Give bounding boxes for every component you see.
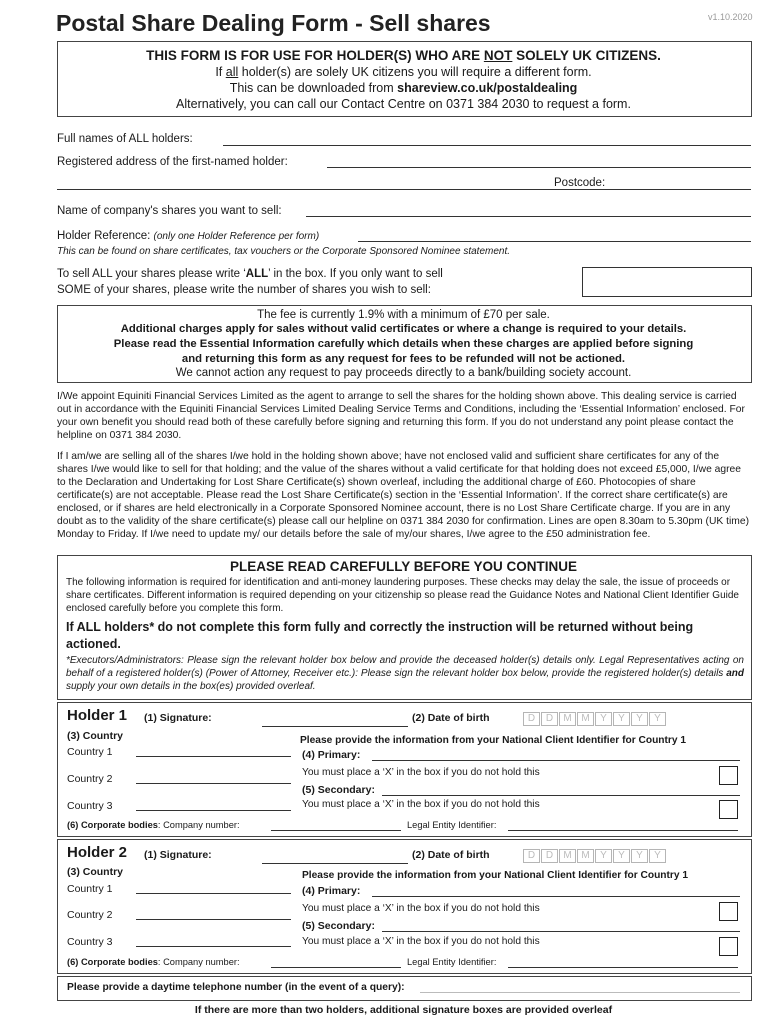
footer-note: If there are more than two holders, additional signature boxes are provided overleaf	[194, 1004, 613, 1016]
notice-heading: THIS FORM IS FOR USE FOR HOLDER(S) WHO ARE NOT SOLELY UK CITIZENS.	[146, 48, 661, 63]
sell-instruction-2: SOME of your shares, please write the number of shares you wish to sell:	[57, 284, 431, 296]
holder-2-primary-label: (4) Primary:	[302, 885, 361, 897]
fee-line-4: and returning this form as any request for fees to be refunded will not be actioned.	[181, 353, 626, 365]
holder-2-primary-field[interactable]	[372, 896, 740, 897]
holder-2-secondary-note: You must place a ‘X’ in the box if you do not hold this	[302, 936, 540, 947]
holder-2-dob-input[interactable]: D D M M Y Y Y Y	[523, 845, 667, 863]
holder-2-country3-label: Country 3	[67, 936, 113, 948]
holder-2-secondary-checkbox[interactable]	[719, 937, 738, 956]
continue-warning: If ALL holders* do not complete this form fully and correctly the instruction will be returned without being actioned.	[66, 620, 694, 651]
continue-heading: PLEASE READ CAREFULLY BEFORE YOU CONTINUE	[229, 559, 578, 574]
holder-1-dob-label: (2) Date of birth	[412, 712, 490, 724]
holder-1-primary-field[interactable]	[372, 760, 740, 761]
version-label: v1.10.2020	[708, 12, 753, 22]
holder-2-primary-note: You must place a ‘X’ in the box if you do not hold this	[302, 903, 540, 914]
holder-2-country1-field[interactable]	[136, 893, 291, 894]
holder-2-dob-label: (2) Date of birth	[412, 849, 490, 861]
holder-2-signature-field[interactable]	[262, 863, 408, 864]
holder-1-primary-note: You must place a ‘X’ in the box if you do not hold this	[302, 767, 540, 778]
holder-2-title: Holder 2	[67, 844, 128, 861]
holder-1-country1-label: Country 1	[67, 746, 113, 758]
holder-1-corporate-label: (6) Corporate bodies: Company number:	[67, 820, 240, 830]
holder-1-country-label: (3) Country	[67, 730, 123, 742]
sell-instruction-1: To sell ALL your shares please write ‘ALL’ in the box. If you only want to sell	[57, 268, 443, 280]
agent-appointment-paragraph: I/We appoint Equiniti Financial Services Limited as the agent to arrange to sell the shares for the holding shown above. This dealing service is carried out in accordance with the Equiniti Financial Services Limited Dealing Service Terms and Conditions, including the ‘Essential Information’ enclosed. For your own benefit you should read both of these carefully before signing and returning this form. If you do not understand any point please contact the helpline on 0371 384 2030.	[57, 391, 745, 441]
notice-line-3: Alternatively, you can call our Contact Centre on 0371 384 2030 to request a form.	[176, 97, 631, 111]
shares-to-sell-input[interactable]	[582, 267, 752, 297]
holder-1-dob-input[interactable]: D D M M Y Y Y Y	[523, 708, 667, 726]
holder-1-country1-field[interactable]	[136, 756, 291, 757]
lost-certificate-paragraph: If I am/we are selling all of the shares I/we hold in the holding shown above; have not enclosed valid and sufficient share certificates for any of the shares I/we would like to sell for that holding; and the value of the shares without a valid certificate for that holding does not exceed £5,000, I/we agree to the Declaration and Undertaking for Lost Share Certificate(s) shown overleaf, including the additional charge of £60. Photocopies of share certificate(s) are not acceptable. Please read the Lost Share Certificate(s) section in the ‘Essential Information’. If the correct share certificate(s) are enclosed, or if shares are held electronically in a Corporate Sponsored Nominee account, there is no Lost Share Certificate charge. If you are in any doubt as to the validity of the share certificate(s) please call our helpline on 0371 384 2030 for confirmation. Lines are open 8.30am to 5.30pm (UK time) Monday to Friday. If I/we need to update my/ our details before the sale of my/our shares, I/we agree to the £50 administration fee.	[57, 451, 750, 540]
holder-1-lei-label: Legal Entity Identifier:	[407, 820, 497, 830]
holder-1-secondary-field[interactable]	[382, 795, 740, 796]
notice-line-1: If all holder(s) are solely UK citizens you will require a different form.	[215, 65, 592, 79]
holder-reference-field[interactable]	[358, 241, 751, 242]
holder-2-company-number-field[interactable]	[271, 967, 401, 968]
address-line-2-field[interactable]	[57, 189, 751, 190]
holder-1-country3-label: Country 3	[67, 800, 113, 812]
holder-2-country2-field[interactable]	[136, 919, 291, 920]
full-names-field[interactable]	[223, 145, 751, 146]
holder-1-secondary-note: You must place a ‘X’ in the box if you do not hold this	[302, 799, 540, 810]
company-shares-label: Name of company's shares you want to sell:	[57, 205, 282, 217]
holder-1-primary-label: (4) Primary:	[302, 749, 361, 761]
executors-note: *Executors/Administrators: Please sign the relevant holder box below and provide the deceased holder(s) details only. Legal Representatives acting on behalf of a registered holder(s) (Power of Attorney, Receiver etc.): Please sign the relevant holder box below, provide the registered holder(s) details and supply your own details in the box(es) provided overleaf.	[66, 655, 744, 692]
fee-line-5: We cannot action any request to pay proceeds directly to a bank/building society account.	[175, 367, 632, 379]
holder-1-nci-instruction: Please provide the information from your National Client Identifier for Country 1	[300, 735, 687, 746]
fee-line-2: Additional charges apply for sales without valid certificates or where a change is required to your details.	[120, 323, 687, 335]
holder-2-corporate-label: (6) Corporate bodies: Company number:	[67, 957, 240, 967]
holder-2-country-label: (3) Country	[67, 866, 123, 878]
holder-1-secondary-label: (5) Secondary:	[302, 784, 375, 796]
phone-label: Please provide a daytime telephone number (in the event of a query):	[67, 982, 405, 993]
registered-address-label: Registered address of the first-named holder:	[57, 156, 288, 168]
holder-1-country3-field[interactable]	[136, 810, 291, 811]
holder-1-secondary-checkbox[interactable]	[719, 800, 738, 819]
holder-1-country2-field[interactable]	[136, 783, 291, 784]
company-shares-field[interactable]	[306, 216, 751, 217]
holder-2-lei-label: Legal Entity Identifier:	[407, 957, 497, 967]
holder-1-country2-label: Country 2	[67, 773, 113, 785]
holder-1-lei-field[interactable]	[508, 830, 738, 831]
registered-address-field[interactable]	[327, 167, 751, 168]
holder-reference-label: Holder Reference: (only one Holder Reference per form)	[57, 230, 320, 242]
holder-2-lei-field[interactable]	[508, 967, 738, 968]
fee-line-3: Please read the Essential Information carefully which details when these charges are applied before signing	[113, 338, 694, 350]
phone-field[interactable]	[420, 992, 740, 993]
holder-2-country3-field[interactable]	[136, 946, 291, 947]
full-names-label: Full names of ALL holders:	[57, 133, 193, 145]
holder-1-signature-field[interactable]	[262, 726, 408, 727]
holder-1-primary-checkbox[interactable]	[719, 766, 738, 785]
holder-reference-help: This can be found on share certificates, tax vouchers or the Corporate Sponsored Nominee statement.	[57, 246, 511, 257]
holder-1-title: Holder 1	[67, 707, 128, 724]
holder-2-secondary-label: (5) Secondary:	[302, 920, 375, 932]
holder-2-country2-label: Country 2	[67, 909, 113, 921]
notice-line-2: This can be downloaded from shareview.co.uk/postaldealing	[229, 81, 578, 95]
postcode-label: Postcode:	[554, 177, 606, 189]
holder-2-country1-label: Country 1	[67, 883, 113, 895]
holder-2-primary-checkbox[interactable]	[719, 902, 738, 921]
page-title: Postal Share Dealing Form - Sell shares	[56, 10, 491, 36]
holder-1-company-number-field[interactable]	[271, 830, 401, 831]
holder-1-signature-label: (1) Signature:	[144, 712, 212, 724]
download-link[interactable]: shareview.co.uk/postaldealing	[397, 81, 578, 95]
holder-2-secondary-field[interactable]	[382, 931, 740, 932]
continue-text: The following information is required for identification and anti-money laundering purposes. These checks may delay the sale, the issue of proceeds or share certificates. Different information is required depending on your citizenship so please read the Guidance Notes and National Client Identifier Guide enclosed carefully before you complete this form.	[66, 577, 739, 614]
fee-line-1: The fee is currently 1.9% with a minimum of £70 per sale.	[257, 309, 550, 321]
holder-2-nci-instruction: Please provide the information from your National Client Identifier for Country 1	[302, 870, 689, 881]
holder-2-signature-label: (1) Signature:	[144, 849, 212, 861]
